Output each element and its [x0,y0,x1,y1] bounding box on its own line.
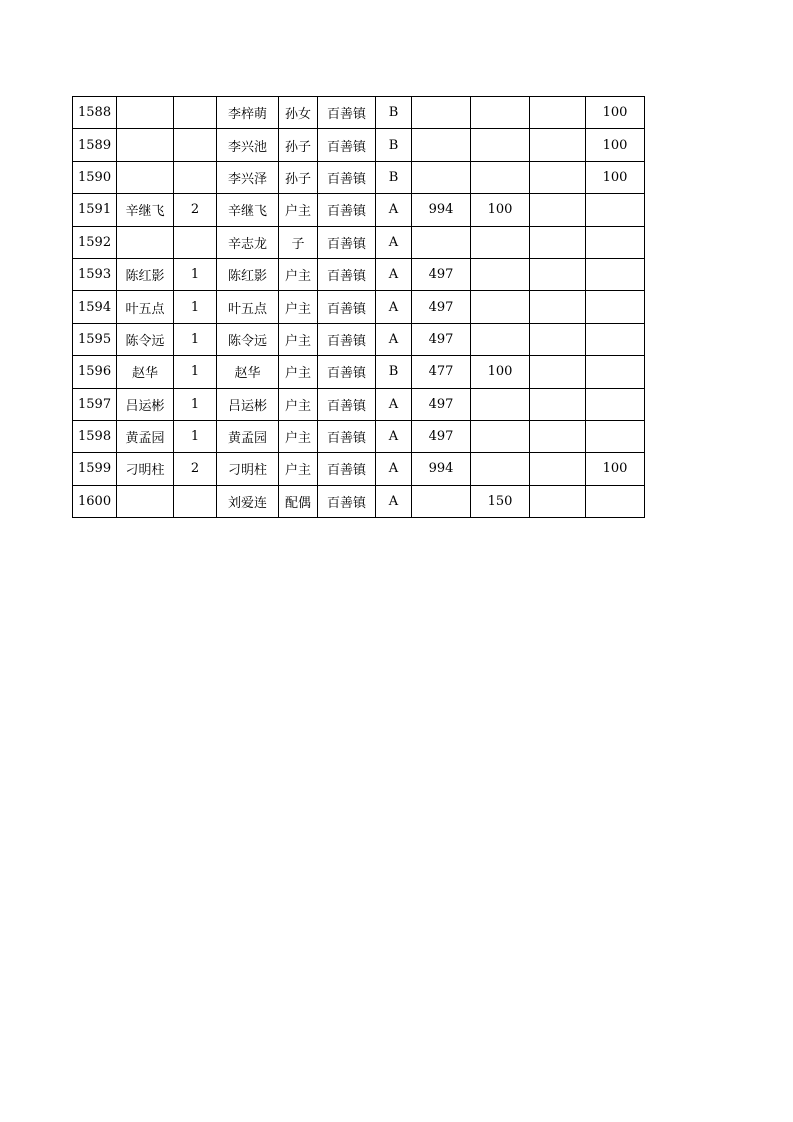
household-size-cell: 1 [174,388,217,420]
extra-amount-cell: 150 [471,485,530,517]
subsidy-cell [586,485,645,517]
town-cell: 百善镇 [318,129,376,161]
row-number-cell: 1593 [73,258,117,290]
household-head-cell [117,161,174,193]
row-number-cell: 1599 [73,453,117,485]
amount-cell [412,97,471,129]
amount-cell [412,485,471,517]
table-row [73,129,645,161]
blank-cell [530,453,586,485]
town-cell: 百善镇 [318,258,376,290]
household-head-cell: 叶五点 [117,291,174,323]
extra-amount-cell [471,161,530,193]
blank-cell [530,388,586,420]
table-row [73,291,645,323]
blank-cell [530,97,586,129]
amount-cell: 497 [412,258,471,290]
subsidy-cell [586,388,645,420]
household-size-cell: 1 [174,356,217,388]
subsidy-cell: 100 [586,129,645,161]
category-cell: A [376,291,412,323]
member-name-cell: 辛继飞 [217,194,279,226]
household-size-cell: 1 [174,323,217,355]
blank-cell [530,258,586,290]
town-cell: 百善镇 [318,420,376,452]
subsidy-cell [586,194,645,226]
amount-cell: 994 [412,194,471,226]
amount-cell: 994 [412,453,471,485]
category-cell: A [376,388,412,420]
amount-cell [412,226,471,258]
amount-cell: 477 [412,356,471,388]
household-head-cell [117,97,174,129]
subsidy-cell [586,291,645,323]
member-name-cell: 陈红影 [217,258,279,290]
row-number-cell: 1592 [73,226,117,258]
amount-cell: 497 [412,420,471,452]
extra-amount-cell [471,323,530,355]
category-cell: A [376,226,412,258]
extra-amount-cell [471,453,530,485]
row-number-cell: 1588 [73,97,117,129]
extra-amount-cell [471,291,530,323]
category-cell: A [376,485,412,517]
amount-cell [412,129,471,161]
subsidy-cell: 100 [586,161,645,193]
member-name-cell: 陈令远 [217,323,279,355]
row-number-cell: 1591 [73,194,117,226]
town-cell: 百善镇 [318,485,376,517]
category-cell: B [376,161,412,193]
town-cell: 百善镇 [318,161,376,193]
town-cell: 百善镇 [318,194,376,226]
relation-cell: 户主 [279,388,318,420]
household-size-cell [174,161,217,193]
relation-cell: 户主 [279,194,318,226]
town-cell: 百善镇 [318,388,376,420]
member-name-cell: 吕运彬 [217,388,279,420]
relation-cell: 户主 [279,356,318,388]
amount-cell [412,161,471,193]
subsidy-cell [586,258,645,290]
relation-cell: 子 [279,226,318,258]
extra-amount-cell [471,129,530,161]
relation-cell: 户主 [279,323,318,355]
household-size-cell [174,226,217,258]
table-row [73,356,645,388]
household-head-cell: 黄孟园 [117,420,174,452]
town-cell: 百善镇 [318,453,376,485]
table-row [73,97,645,129]
extra-amount-cell: 100 [471,356,530,388]
table-row [73,194,645,226]
extra-amount-cell [471,258,530,290]
household-head-cell [117,485,174,517]
row-number-cell: 1596 [73,356,117,388]
blank-cell [530,291,586,323]
row-number-cell: 1590 [73,161,117,193]
subsidy-cell [586,323,645,355]
category-cell: A [376,194,412,226]
town-cell: 百善镇 [318,97,376,129]
table-row [73,323,645,355]
subsidy-cell [586,420,645,452]
relation-cell: 户主 [279,258,318,290]
blank-cell [530,420,586,452]
blank-cell [530,485,586,517]
table-row [73,258,645,290]
row-number-cell: 1594 [73,291,117,323]
member-name-cell: 刘爱连 [217,485,279,517]
amount-cell: 497 [412,323,471,355]
category-cell: A [376,420,412,452]
blank-cell [530,161,586,193]
relation-cell: 孙子 [279,161,318,193]
relation-cell: 孙子 [279,129,318,161]
member-name-cell: 黄孟园 [217,420,279,452]
member-name-cell: 赵华 [217,356,279,388]
category-cell: B [376,356,412,388]
blank-cell [530,129,586,161]
table-row [73,420,645,452]
row-number-cell: 1598 [73,420,117,452]
household-size-cell [174,129,217,161]
household-size-cell: 2 [174,453,217,485]
subsidy-cell [586,226,645,258]
household-size-cell: 1 [174,258,217,290]
household-head-cell: 赵华 [117,356,174,388]
relation-cell: 户主 [279,291,318,323]
household-size-cell: 2 [174,194,217,226]
member-name-cell: 辛志龙 [217,226,279,258]
extra-amount-cell [471,420,530,452]
household-head-cell: 辛继飞 [117,194,174,226]
household-size-cell [174,97,217,129]
extra-amount-cell [471,97,530,129]
relation-cell: 户主 [279,453,318,485]
town-cell: 百善镇 [318,356,376,388]
category-cell: B [376,97,412,129]
row-number-cell: 1595 [73,323,117,355]
member-name-cell: 李梓萌 [217,97,279,129]
household-table [72,96,645,518]
household-head-cell: 陈令远 [117,323,174,355]
subsidy-cell [586,356,645,388]
table-row [73,485,645,517]
table-row [73,161,645,193]
blank-cell [530,323,586,355]
relation-cell: 孙女 [279,97,318,129]
category-cell: B [376,129,412,161]
member-name-cell: 刁明柱 [217,453,279,485]
member-name-cell: 李兴池 [217,129,279,161]
table-row [73,388,645,420]
extra-amount-cell: 100 [471,194,530,226]
subsidy-cell: 100 [586,453,645,485]
row-number-cell: 1589 [73,129,117,161]
household-size-cell: 1 [174,420,217,452]
extra-amount-cell [471,388,530,420]
amount-cell: 497 [412,388,471,420]
category-cell: A [376,258,412,290]
town-cell: 百善镇 [318,291,376,323]
blank-cell [530,194,586,226]
table-row [73,453,645,485]
town-cell: 百善镇 [318,226,376,258]
blank-cell [530,226,586,258]
member-name-cell: 叶五点 [217,291,279,323]
relation-cell: 户主 [279,420,318,452]
extra-amount-cell [471,226,530,258]
household-size-cell [174,485,217,517]
household-head-cell [117,129,174,161]
category-cell: A [376,453,412,485]
household-size-cell: 1 [174,291,217,323]
member-name-cell: 李兴泽 [217,161,279,193]
household-head-cell: 刁明柱 [117,453,174,485]
household-head-cell: 陈红影 [117,258,174,290]
town-cell: 百善镇 [318,323,376,355]
household-head-cell: 吕运彬 [117,388,174,420]
subsidy-cell: 100 [586,97,645,129]
category-cell: A [376,323,412,355]
row-number-cell: 1597 [73,388,117,420]
relation-cell: 配偶 [279,485,318,517]
table-row [73,226,645,258]
household-head-cell [117,226,174,258]
amount-cell: 497 [412,291,471,323]
table-body [73,97,645,518]
row-number-cell: 1600 [73,485,117,517]
blank-cell [530,356,586,388]
